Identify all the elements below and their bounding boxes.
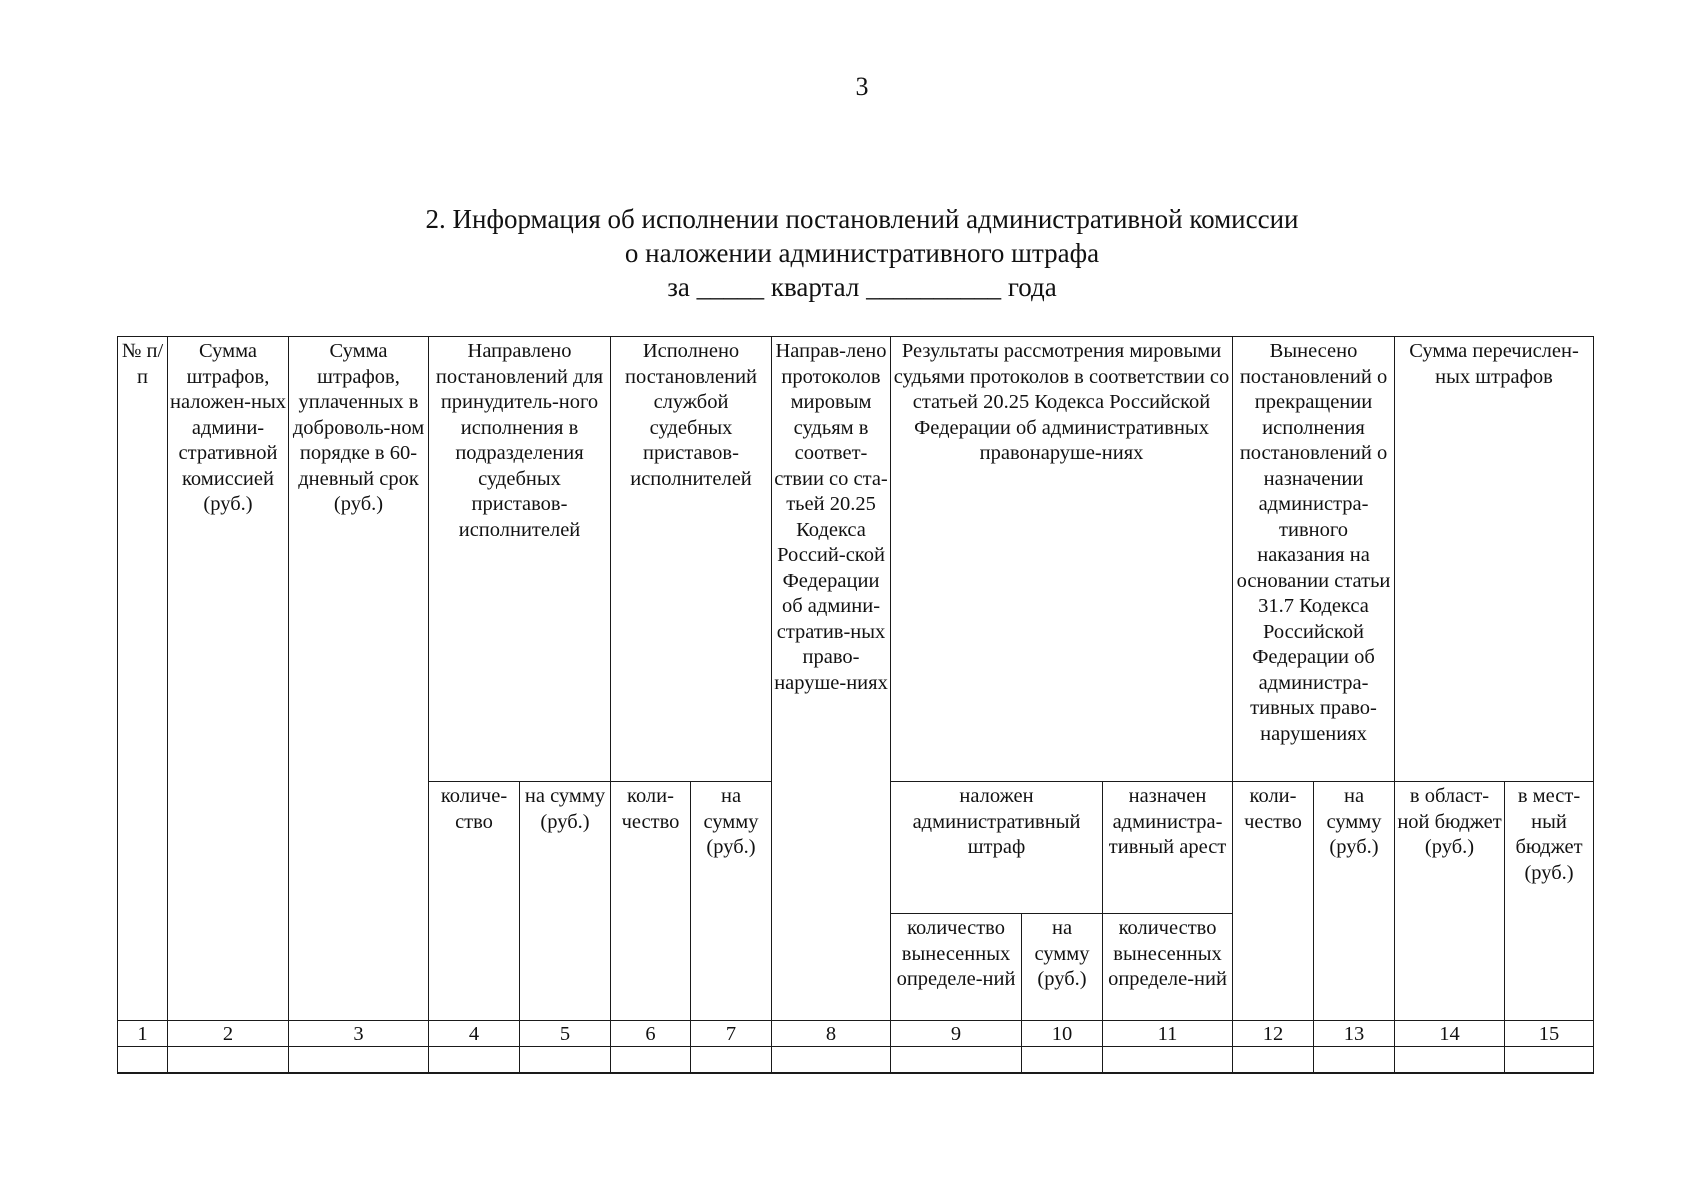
column-number: 5 [520, 1021, 611, 1047]
data-cell[interactable] [1022, 1047, 1103, 1073]
column-number: 14 [1395, 1021, 1505, 1047]
header-regional-budget: в област-ной бюджет (руб.) [1395, 782, 1505, 1021]
header-sent-to-bailiffs: Направлено постановлений для принудитель-ного исполнения в подразделения судебных приставов-исполнителей [429, 337, 611, 782]
header-fines-paid-voluntarily: Сумма штрафов, уплаченных в доброволь-ном порядке в 60-дневный срок (руб.) [289, 337, 429, 1021]
column-number: 10 [1022, 1021, 1103, 1047]
heading-line-3: за _____ квартал __________ года [667, 272, 1057, 302]
header-arrest-rulings-quantity: количество вынесенных определе-ний [1103, 914, 1233, 1021]
header-sent-amount: на сумму (руб.) [520, 782, 611, 1021]
header-protocols-sent-to-judges: Направ-лено протоколов мировым судьям в соответ-ствии со ста-тьей 20.25 Кодекса Россий-ской Федерации об админи-стратив-ных право-наруше-ниях [772, 337, 891, 1021]
data-cell[interactable] [1395, 1047, 1505, 1073]
header-arrest-assigned: назначен администра-тивный арест [1103, 782, 1233, 914]
section-heading [0, 202, 1700, 304]
header-row-1 [118, 337, 1594, 782]
data-row [118, 1047, 1594, 1073]
data-cell[interactable] [429, 1047, 520, 1073]
column-number-row [118, 1021, 1594, 1047]
header-fine-amount: на сумму (руб.) [1022, 914, 1103, 1021]
column-number: 6 [611, 1021, 691, 1047]
column-number: 15 [1505, 1021, 1594, 1047]
data-cell[interactable] [520, 1047, 611, 1073]
data-cell[interactable] [1314, 1047, 1395, 1073]
data-cell[interactable] [691, 1047, 772, 1073]
data-cell[interactable] [772, 1047, 891, 1073]
header-fine-rulings-quantity: количество вынесенных определе-ний [891, 914, 1022, 1021]
column-number: 4 [429, 1021, 520, 1047]
report-table [117, 336, 1594, 1074]
data-cell[interactable] [891, 1047, 1022, 1073]
column-number: 8 [772, 1021, 891, 1047]
data-cell[interactable] [1233, 1047, 1314, 1073]
header-executed-quantity: коли-чество [611, 782, 691, 1021]
header-fines-imposed: Сумма штрафов, наложен-ных админи-стративной комиссией (руб.) [168, 337, 289, 1021]
header-terminated-amount: на сумму (руб.) [1314, 782, 1395, 1021]
heading-line-2: о наложении административного штрафа [624, 238, 1100, 268]
header-executed-amount: на сумму (руб.) [691, 782, 772, 1021]
heading-line-1: 2. Информация об исполнении постановлений административной комиссии [425, 204, 1299, 234]
data-cell[interactable] [1505, 1047, 1594, 1073]
column-number: 2 [168, 1021, 289, 1047]
header-terminated-decisions: Вынесено постановлений о прекращении исполнения постановлений о назначении администра-тивного наказания на основании статьи 31.7 Кодекса Российской Федерации об администра-тивных право-нарушениях [1233, 337, 1395, 782]
header-terminated-quantity: коли-чество [1233, 782, 1314, 1021]
header-local-budget: в мест-ный бюджет (руб.) [1505, 782, 1594, 1021]
header-row-number: № п/п [118, 337, 168, 1021]
column-number: 1 [118, 1021, 168, 1047]
column-number: 13 [1314, 1021, 1395, 1047]
column-number: 3 [289, 1021, 429, 1047]
header-executed-by-bailiffs: Исполнено постановлений службой судебных приставов-исполнителей [611, 337, 772, 782]
column-number: 7 [691, 1021, 772, 1047]
column-number: 12 [1233, 1021, 1314, 1047]
data-cell[interactable] [611, 1047, 691, 1073]
column-number: 9 [891, 1021, 1022, 1047]
data-cell[interactable] [289, 1047, 429, 1073]
header-fine-imposed-group: наложен административный штраф [891, 782, 1103, 914]
data-cell[interactable] [168, 1047, 289, 1073]
header-judges-review-results: Результаты рассмотрения мировыми судьями протоколов в соответствии со статьей 20.25 Кодекса Российской Федерации об административных правонаруше-ниях [891, 337, 1233, 782]
header-sent-quantity: количе-ство [429, 782, 520, 1021]
data-cell[interactable] [118, 1047, 168, 1073]
header-transferred-fines: Сумма перечислен-ных штрафов [1395, 337, 1594, 782]
page-number: 3 [855, 72, 869, 101]
data-cell[interactable] [1103, 1047, 1233, 1073]
column-number: 11 [1103, 1021, 1233, 1047]
